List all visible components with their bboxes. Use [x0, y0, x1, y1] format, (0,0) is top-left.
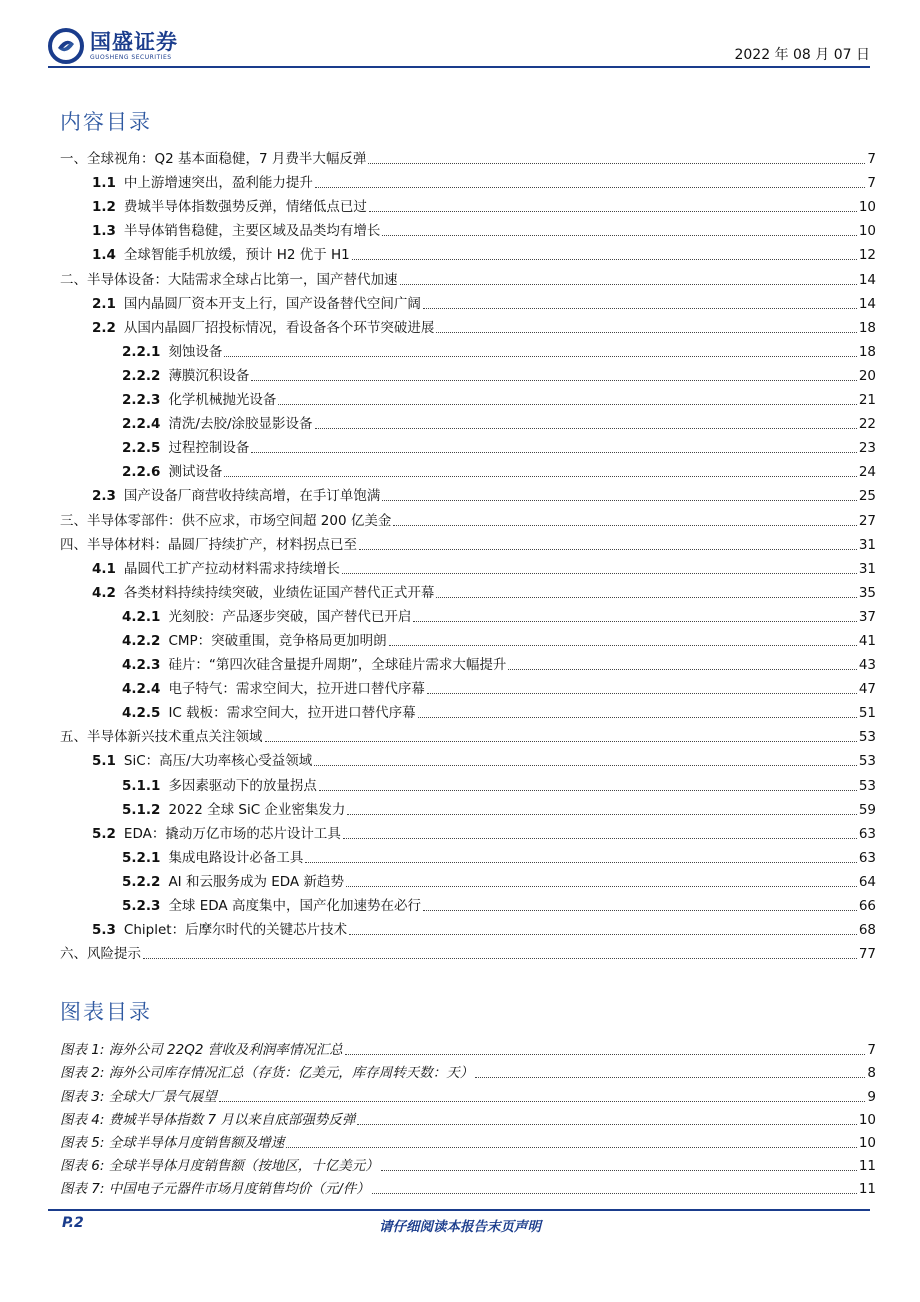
dot-leader	[393, 525, 856, 526]
dot-leader	[286, 1147, 857, 1148]
toc-entry-title: 2022 全球 SiC 企业密集发力	[168, 801, 346, 818]
toc-entry-number: 2.2.2	[122, 367, 161, 384]
toc-entry-number: 5.1	[92, 753, 116, 770]
toc-entry-page: 53	[858, 777, 876, 794]
figure-entry[interactable]	[60, 1106, 876, 1129]
page-number: P.2	[62, 1215, 84, 1231]
toc-entry-number: 4.2	[92, 584, 116, 601]
company-logo	[48, 28, 178, 64]
toc-entry[interactable]	[60, 337, 876, 361]
toc-entry-title: 测试设备	[168, 464, 223, 481]
figure-entry-title: 图表 7: 中国电子元器件市场月度销售均价（元/件）	[60, 1181, 370, 1198]
toc-entry-page: 27	[858, 512, 876, 529]
toc-entry-number: 5.3	[92, 922, 116, 939]
toc-entry-title: 化学机械抛光设备	[168, 392, 277, 409]
toc-entry-title: EDA：撬动万亿市场的芯片设计工具	[123, 825, 341, 842]
figure-entry-title: 图表 6: 全球半导体月度销售额（按地区，十亿美元）	[60, 1158, 379, 1175]
toc-entry-page: 51	[858, 705, 876, 722]
toc-entry[interactable]	[60, 264, 876, 288]
toc-entry-title: 全球 EDA 高度集中，国产化加速势在必行	[168, 898, 421, 914]
toc-entry-page: 7	[867, 151, 876, 168]
dot-leader	[345, 1054, 866, 1055]
toc-entry-title: AI 和云服务成为 EDA 新趋势	[168, 873, 344, 890]
toc-entry-page: 21	[858, 392, 876, 409]
toc-entry-page: 66	[858, 898, 876, 914]
toc-entry-page: 14	[858, 271, 876, 288]
figure-entry-page: 11	[858, 1181, 876, 1198]
dot-leader	[359, 549, 857, 550]
dot-leader	[400, 284, 857, 285]
toc-entry-title: 五、半导体新兴技术重点关注领域	[60, 729, 263, 746]
toc-entry[interactable]	[60, 650, 876, 674]
dot-leader	[224, 356, 856, 357]
toc-entry-page: 22	[858, 416, 876, 433]
figure-entry-page: 8	[867, 1065, 876, 1082]
page-header	[48, 26, 870, 70]
dot-leader	[251, 452, 856, 453]
table-of-contents	[60, 144, 876, 963]
dot-leader	[381, 1170, 857, 1171]
dot-leader	[423, 308, 857, 309]
toc-entry-number: 2.2.1	[122, 343, 161, 360]
toc-entry[interactable]	[60, 433, 876, 457]
toc-entry-title: 光刻胶：产品逐步突破，国产替代已开启	[168, 608, 412, 625]
toc-entry[interactable]	[60, 505, 876, 529]
toc-entry-title: 电子特气：需求空间大，拉开进口替代序幕	[168, 681, 425, 698]
toc-entry[interactable]	[60, 530, 876, 554]
toc-entry-number: 4.2.4	[122, 681, 161, 698]
toc-entry-number: 1.3	[92, 223, 116, 240]
dot-leader	[343, 838, 857, 839]
toc-entry-page: 31	[858, 536, 876, 553]
toc-entry[interactable]	[60, 915, 876, 939]
toc-entry-number: 4.2.3	[122, 657, 161, 674]
toc-entry[interactable]	[60, 216, 876, 240]
toc-heading: 内容目录	[60, 110, 152, 134]
toc-entry-number: 2.2.3	[122, 392, 161, 409]
logo-name-en: GUOSHENG SECURITIES	[90, 53, 172, 61]
dot-leader	[315, 428, 857, 429]
toc-entry[interactable]	[60, 361, 876, 385]
toc-entry-number: 1.1	[92, 175, 116, 192]
toc-entry[interactable]	[60, 795, 876, 819]
toc-entry-number: 5.2.2	[122, 873, 161, 890]
toc-entry-page: 25	[858, 488, 876, 505]
toc-entry-title: 二、半导体设备：大陆需求全球占比第一，国产替代加速	[60, 271, 398, 288]
toc-entry[interactable]	[60, 698, 876, 722]
toc-entry-page: 10	[858, 223, 876, 240]
toc-entry-title: 三、半导体零部件：供不应求，市场空间超 200 亿美金	[60, 512, 392, 529]
toc-entry[interactable]	[60, 481, 876, 505]
toc-entry-number: 1.2	[92, 199, 116, 216]
toc-entry-page: 18	[858, 319, 876, 336]
figure-entry[interactable]	[60, 1082, 876, 1105]
toc-entry-title: 六、风险提示	[60, 946, 141, 963]
figure-entry-title: 图表 4: 费城半导体指数 7 月以来自底部强势反弹	[60, 1111, 356, 1128]
toc-entry[interactable]	[60, 144, 876, 168]
toc-entry-title: IC 载板：需求空间大，拉开进口替代序幕	[168, 705, 416, 722]
toc-entry-page: 23	[858, 440, 876, 457]
toc-entry[interactable]	[60, 819, 876, 843]
toc-entry[interactable]	[60, 192, 876, 216]
dot-leader	[352, 259, 857, 260]
figure-entry-page: 10	[858, 1111, 876, 1128]
toc-entry-page: 37	[858, 608, 876, 625]
toc-entry[interactable]	[60, 722, 876, 746]
dot-leader	[369, 211, 857, 212]
toc-entry-page: 12	[858, 247, 876, 264]
toc-entry-number: 4.2.1	[122, 608, 161, 625]
toc-entry-page: 35	[858, 584, 876, 601]
toc-entry-title: 刻蚀设备	[168, 343, 223, 360]
toc-entry-page: 59	[858, 801, 876, 818]
guosheng-logo-icon	[48, 28, 84, 64]
toc-entry-title: 四、半导体材料：晶圆厂持续扩产，材料拐点已至	[60, 536, 357, 553]
toc-entry-page: 63	[858, 825, 876, 842]
dot-leader	[346, 886, 857, 887]
toc-entry[interactable]	[60, 240, 876, 264]
dot-leader	[418, 717, 857, 718]
figure-entry-title: 图表 3: 全球大厂景气展望	[60, 1088, 217, 1105]
figure-list	[60, 1036, 876, 1198]
toc-entry[interactable]	[60, 746, 876, 770]
toc-entry-number: 5.2.3	[122, 898, 161, 914]
toc-entry[interactable]	[60, 891, 876, 915]
toc-entry-title: 薄膜沉积设备	[168, 367, 250, 384]
report-date: 2022 年 08 月 07 日	[734, 47, 870, 63]
dot-leader	[436, 332, 856, 333]
toc-entry[interactable]	[60, 313, 876, 337]
figure-entry-page: 9	[867, 1088, 876, 1105]
figure-entry[interactable]	[60, 1175, 876, 1198]
dot-leader	[368, 163, 865, 164]
figure-list-heading: 图表目录	[60, 1000, 152, 1024]
toc-entry-page: 77	[858, 946, 876, 963]
dot-leader	[314, 765, 857, 766]
toc-entry-title: 半导体销售稳健，主要区域及品类均有增长	[123, 223, 381, 240]
toc-entry-number: 1.4	[92, 247, 116, 264]
toc-entry-number: 5.1.2	[122, 801, 161, 818]
figure-entry[interactable]	[60, 1129, 876, 1152]
toc-entry-title: 集成电路设计必备工具	[168, 849, 304, 866]
toc-entry-title: 晶圆代工扩产拉动材料需求持续增长	[123, 560, 340, 577]
dot-leader	[251, 380, 856, 381]
toc-entry-page: 47	[858, 681, 876, 698]
toc-entry-page: 20	[858, 367, 876, 384]
toc-entry-number: 4.2.5	[122, 705, 161, 722]
dot-leader	[508, 669, 856, 670]
toc-entry-title: 多因素驱动下的放量拐点	[168, 777, 317, 794]
dot-leader	[349, 934, 857, 935]
dot-leader	[357, 1124, 856, 1125]
figure-entry-page: 7	[867, 1042, 876, 1059]
footer-disclaimer: 请仔细阅读本报告末页声明	[379, 1219, 541, 1235]
toc-entry-page: 24	[858, 464, 876, 481]
toc-entry-title: 中上游增速突出，盈利能力提升	[123, 175, 313, 192]
logo-name-cn: 国盛证券	[90, 29, 178, 54]
figure-entry-title: 图表 2: 海外公司库存情况汇总（存货：亿美元，库存周转天数：天）	[60, 1065, 474, 1082]
toc-entry[interactable]	[60, 626, 876, 650]
dot-leader	[319, 790, 857, 791]
toc-entry[interactable]	[60, 843, 876, 867]
toc-entry-title: CMP：突破重围，竞争格局更加明朗	[168, 632, 387, 649]
toc-entry-page: 53	[858, 729, 876, 746]
toc-entry-page: 63	[858, 849, 876, 866]
toc-entry[interactable]	[60, 289, 876, 313]
header-divider	[48, 66, 870, 68]
dot-leader	[305, 862, 856, 863]
toc-entry-number: 2.3	[92, 488, 116, 505]
toc-entry-title: 国内晶圆厂资本开支上行，国产设备替代空间广阔	[123, 295, 421, 312]
toc-entry-title: SiC：高压/大功率核心受益领域	[123, 753, 313, 770]
toc-entry[interactable]	[60, 554, 876, 578]
dot-leader	[278, 404, 856, 405]
figure-entry[interactable]	[60, 1059, 876, 1082]
toc-entry-page: 41	[858, 632, 876, 649]
toc-entry[interactable]	[60, 674, 876, 698]
toc-entry-title: 从国内晶圆厂招投标情况，看设备各个环节突破进展	[123, 319, 435, 336]
toc-entry-number: 2.2.5	[122, 440, 161, 457]
dot-leader	[315, 187, 865, 188]
toc-entry-title: 一、全球视角：Q2 基本面稳健，7 月费半大幅反弹	[60, 151, 367, 168]
dot-leader	[413, 621, 856, 622]
dot-leader	[372, 1193, 857, 1194]
toc-entry-number: 5.1.1	[122, 777, 161, 794]
dot-leader	[347, 814, 856, 815]
dot-leader	[382, 235, 856, 236]
dot-leader	[143, 958, 857, 959]
toc-entry-number: 4.2.2	[122, 632, 161, 649]
toc-entry-page: 7	[867, 175, 876, 192]
toc-entry-title: 全球智能手机放缓，预计 H2 优于 H1	[123, 247, 350, 264]
toc-entry-page: 18	[858, 343, 876, 360]
toc-entry-page: 10	[858, 199, 876, 216]
toc-entry-title: 国产设备厂商营收持续高增，在手订单饱满	[123, 488, 381, 505]
toc-entry-page: 64	[858, 873, 876, 890]
toc-entry[interactable]	[60, 770, 876, 794]
toc-entry-number: 2.2.6	[122, 464, 161, 481]
toc-entry-page: 14	[858, 295, 876, 312]
toc-entry[interactable]	[60, 602, 876, 626]
toc-entry-title: Chiplet：后摩尔时代的关键芯片技术	[123, 922, 348, 939]
toc-entry-page: 68	[858, 922, 876, 939]
figure-entry[interactable]	[60, 1152, 876, 1175]
toc-entry-title: 硅片：“第四次硅含量提升周期”，全球硅片需求大幅提升	[168, 657, 507, 674]
toc-entry-title: 过程控制设备	[168, 440, 250, 457]
toc-entry[interactable]	[60, 939, 876, 963]
dot-leader	[423, 910, 857, 911]
toc-entry[interactable]	[60, 457, 876, 481]
dot-leader	[224, 476, 856, 477]
toc-entry-number: 2.2	[92, 319, 116, 336]
figure-entry-title: 图表 5: 全球半导体月度销售额及增速	[60, 1134, 285, 1151]
toc-entry[interactable]	[60, 409, 876, 433]
dot-leader	[436, 597, 856, 598]
toc-entry-number: 2.2.4	[122, 416, 161, 433]
toc-entry-title: 清洗/去胶/涂胶显影设备	[168, 416, 313, 433]
dot-leader	[475, 1077, 865, 1078]
toc-entry-number: 5.2	[92, 825, 116, 842]
dot-leader	[389, 645, 857, 646]
figure-entry-title: 图表 1: 海外公司 22Q2 营收及利润率情况汇总	[60, 1042, 343, 1059]
toc-entry[interactable]	[60, 578, 876, 602]
dot-leader	[219, 1101, 866, 1102]
figure-entry-page: 10	[858, 1134, 876, 1151]
toc-entry-number: 2.1	[92, 295, 116, 312]
toc-entry-page: 43	[858, 657, 876, 674]
toc-entry-title: 费城半导体指数强势反弹，情绪低点已过	[123, 199, 367, 216]
toc-entry-page: 53	[858, 753, 876, 770]
dot-leader	[382, 500, 856, 501]
toc-entry[interactable]	[60, 168, 876, 192]
dot-leader	[427, 693, 857, 694]
figure-entry-page: 11	[858, 1158, 876, 1175]
dot-leader	[342, 573, 857, 574]
footer-divider	[48, 1209, 870, 1211]
toc-entry-title: 各类材料持续持续突破，业绩佐证国产替代正式开幕	[123, 584, 435, 601]
toc-entry[interactable]	[60, 385, 876, 409]
toc-entry-page: 31	[858, 560, 876, 577]
toc-entry-number: 5.2.1	[122, 849, 161, 866]
dot-leader	[265, 741, 857, 742]
figure-entry[interactable]	[60, 1036, 876, 1059]
toc-entry[interactable]	[60, 867, 876, 891]
toc-entry-number: 4.1	[92, 560, 116, 577]
